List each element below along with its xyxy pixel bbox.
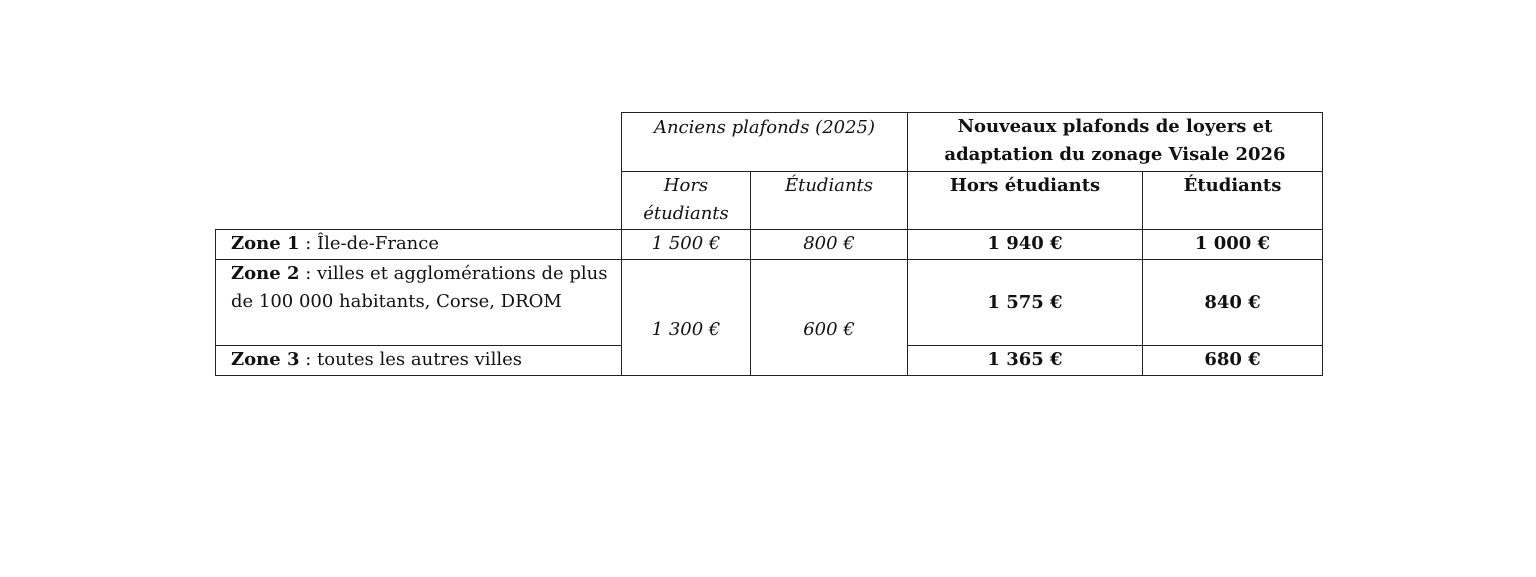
zone-3-new-non-students: 1 365 € [908, 346, 1143, 376]
header-row-groups [216, 113, 1323, 172]
header-old-ceilings: Anciens plafonds (2025) [622, 113, 908, 172]
header-old-students: Étudiants [751, 172, 908, 230]
zone-1-new-students: 1 000 € [1143, 230, 1323, 260]
header-new-non-students: Hors étudiants [908, 172, 1143, 230]
zone-2-new-non-students: 1 575 € [908, 260, 1143, 346]
zone-1-label: Zone 1 [231, 233, 300, 254]
zone-2-description: : villes et agglomérations de plus de 100 000 habitants, Corse, DROM [231, 263, 608, 312]
table-row-zone-1 [216, 230, 1323, 260]
header-new-ceilings: Nouveaux plafonds de loyers et adaptation du zonage Visale 2026 [908, 113, 1323, 172]
zone-1-old-non-students: 1 500 € [622, 230, 751, 260]
zone-2-new-students: 840 € [1143, 260, 1323, 346]
zone-3-new-students: 680 € [1143, 346, 1323, 376]
table-row-zone-2 [216, 260, 1323, 346]
header-old-non-students: Hors étudiants [622, 172, 751, 230]
header-new-students: Étudiants [1143, 172, 1323, 230]
rent-ceiling-table [215, 112, 1323, 376]
zone-1-old-students: 800 € [751, 230, 908, 260]
zone-2-label: Zone 2 [231, 263, 300, 284]
zone-2-cell [216, 260, 622, 346]
zone-3-description: : toutes les autres villes [299, 349, 522, 370]
zone-1-description: : Île-de-France [299, 233, 440, 254]
zone-1-cell [216, 230, 622, 260]
zone-2-3-old-non-students: 1 300 € [622, 260, 751, 376]
zone-3-cell [216, 346, 622, 376]
empty-corner-cell [216, 113, 622, 230]
zone-1-new-non-students: 1 940 € [908, 230, 1143, 260]
zone-3-label: Zone 3 [231, 349, 300, 370]
zone-2-3-old-students: 600 € [751, 260, 908, 376]
